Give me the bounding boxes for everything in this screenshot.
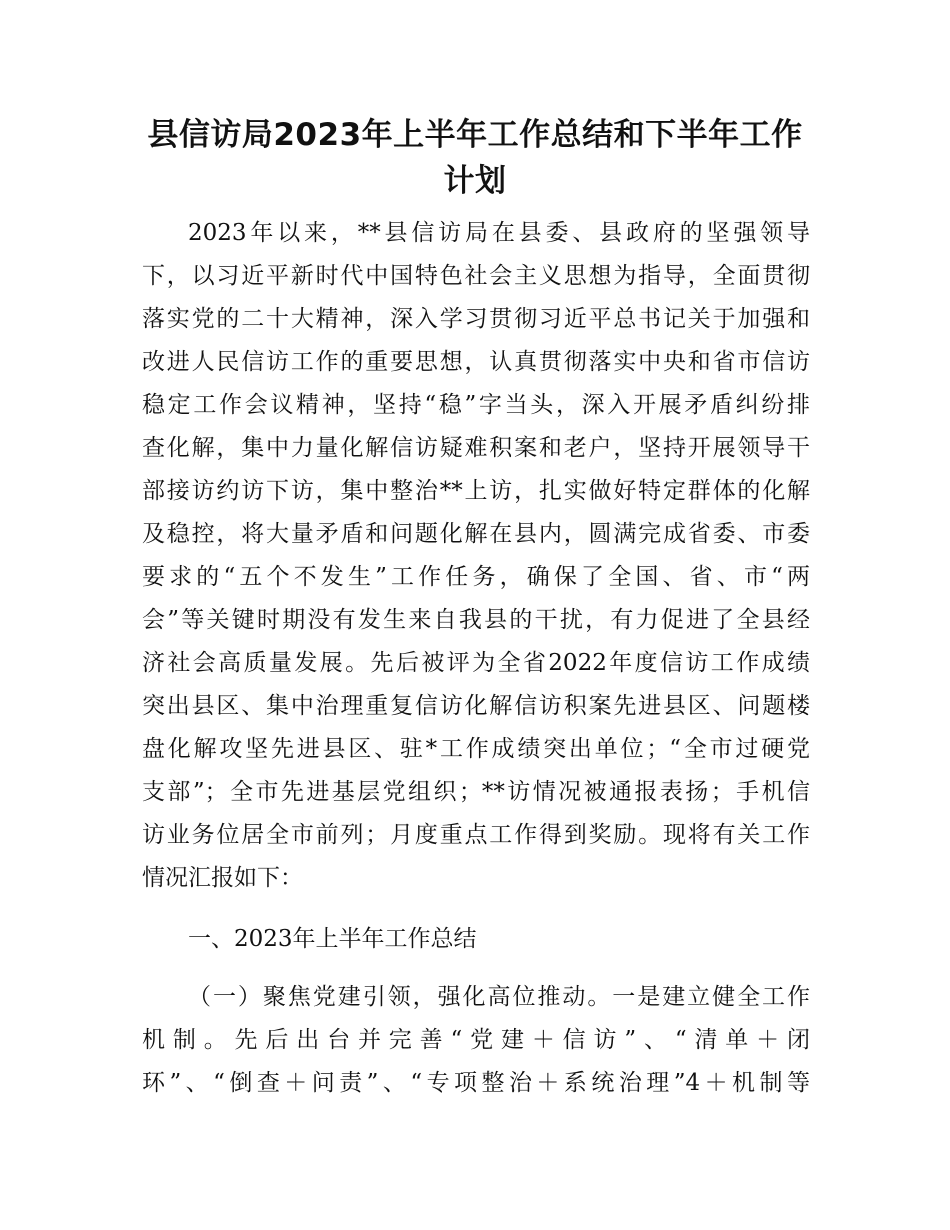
paragraph-line: 环”、“倒查＋问责”、“专项整治＋系统治理”4＋机制等: [142, 1070, 810, 1096]
paragraph-line: （一）聚焦党建引领，强化高位推动。一是建立健全工作: [188, 984, 810, 1010]
section-heading: [142, 918, 810, 961]
paragraph-line: 查化解，集中力量化解信访疑难积案和老户，坚持开展领导干: [142, 435, 810, 461]
paragraph-line: 机制。先后出台并完善“党建＋信访”、“清单＋闭: [142, 1027, 810, 1053]
paragraph-line: 访业务位居全市前列；月度重点工作得到奖励。现将有关工作: [142, 822, 810, 848]
title-line-2: 计划: [443, 163, 507, 199]
title-line-1: 县信访局2023年上半年工作总结和下半年工作: [147, 117, 803, 153]
paragraph-line: 下，以习近平新时代中国特色社会主义思想为指导，全面贯彻: [142, 263, 810, 289]
paragraph-line: 2023年以来，**县信访局在县委、县政府的坚强领导: [188, 220, 810, 246]
section-one-paragraph: [142, 976, 810, 1105]
paragraph-line: 盘化解攻坚先进县区、驻*工作成绩突出单位；“全市过硬党: [142, 736, 810, 762]
section-heading-text: 一、2023年上半年工作总结: [188, 926, 477, 952]
paragraph-line: 济社会高质量发展。先后被评为全省2022年度信访工作成绩: [142, 650, 810, 676]
paragraph-line: 及稳控，将大量矛盾和问题化解在县内，圆满完成省委、市委: [142, 521, 810, 547]
paragraph-line: 要求的“五个不发生”工作任务，确保了全国、省、市“两: [142, 564, 810, 590]
paragraph-line: 支部”；全市先进基层党组织；**访情况被通报表扬；手机信: [142, 779, 810, 805]
paragraph-line: 稳定工作会议精神，坚持“稳”字当头，深入开展矛盾纠纷排: [142, 392, 810, 418]
document-title: [120, 112, 830, 204]
paragraph-line: 改进人民信访工作的重要思想，认真贯彻落实中央和省市信访: [142, 349, 810, 375]
paragraph-line: 部接访约访下访，集中整治**上访，扎实做好特定群体的化解: [142, 478, 810, 504]
paragraph-line: 会”等关键时期没有发生来自我县的干扰，有力促进了全县经: [142, 607, 810, 633]
intro-paragraph: [142, 212, 810, 900]
paragraph-line: 情况汇报如下：: [142, 865, 303, 891]
paragraph-line: 突出县区、集中治理重复信访化解信访积案先进县区、问题楼: [142, 693, 810, 719]
paragraph-line: 落实党的二十大精神，深入学习贯彻习近平总书记关于加强和: [142, 306, 810, 332]
